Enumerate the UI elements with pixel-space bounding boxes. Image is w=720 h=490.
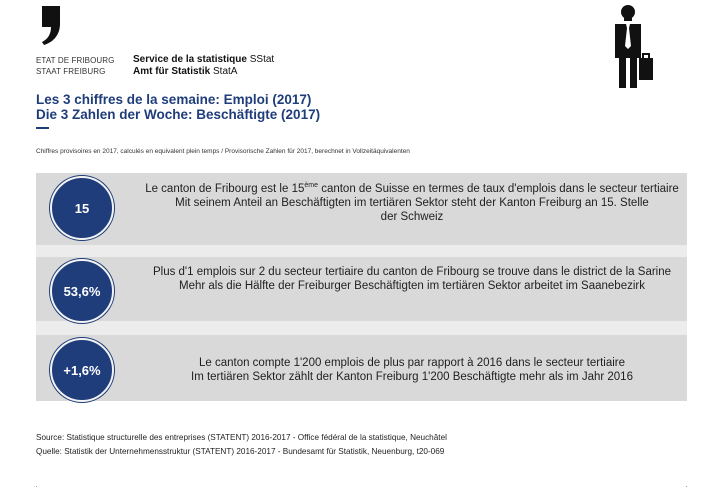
fact-value-badge: +1,6% bbox=[50, 338, 114, 402]
source-note bbox=[36, 431, 447, 459]
fact-text bbox=[137, 356, 687, 384]
org-line-de: STAAT FREIBURG bbox=[36, 67, 106, 76]
fact-text-fr bbox=[137, 179, 687, 196]
service-de-abbr: StatA bbox=[213, 65, 238, 77]
band-separator-1 bbox=[36, 245, 687, 257]
fact-text-de: Mehr als die Hälfte der Freiburger Beschäftigten im tertiären Sektor arbeitet im Saanebezirk bbox=[179, 280, 645, 292]
band-separator-2 bbox=[36, 321, 687, 335]
fact-value-badge: 15 bbox=[50, 176, 114, 240]
org-line-fr: ETAT DE FRIBOURG bbox=[36, 56, 115, 65]
comma-logo-icon bbox=[36, 2, 70, 46]
data-note: Chiffres provisoires en 2017, calculés en equivalent plein temps / Provisorische Zahlen für 2017, berechnet in Vollzeitäquivalenten bbox=[36, 148, 410, 155]
service-fr-abbr: SStat bbox=[249, 54, 275, 65]
fact-text-fr: Le canton compte 1'200 emplois de plus par rapport à 2016 dans le secteur tertiaire bbox=[198, 357, 626, 369]
fact-value-badge: 53,6% bbox=[50, 259, 114, 323]
fact-fr-part: Le canton de Fribourg est le 15 bbox=[145, 182, 305, 195]
service-fr-name: Service de la statistique bbox=[133, 54, 247, 65]
service-name bbox=[133, 54, 274, 77]
corner-mark bbox=[36, 486, 37, 487]
title-de: Die 3 Zahlen der Woche: Beschäftigte (2017) bbox=[36, 107, 321, 122]
fact-text-fr: Plus d'1 emplois sur 2 du secteur tertiaire du canton de Fribourg se trouve dans le district de la Sarine bbox=[152, 266, 672, 278]
source-fr: Source: Statistique structurelle des entreprises (STATENT) 2016-2017 - Office fédéral de la statistique, Neuchâtel bbox=[36, 433, 447, 442]
corner-mark bbox=[686, 486, 687, 487]
fact-text-de: Mit seinem Anteil an Beschäftigten im tertiären Sektor steht der Kanton Freiburg an 15. Stelle der Schweiz bbox=[175, 196, 649, 223]
service-de-name: Amt für Statistik bbox=[133, 65, 211, 77]
fact-fr-superscript: ème bbox=[304, 182, 318, 189]
fact-text-de: Im tertiären Sektor zählt der Kanton Freiburg 1'200 Beschäftigte mehr als im Jahr 2016 bbox=[191, 371, 633, 383]
fact-fr-part: canton de Suisse en termes de taux d'emplois dans le secteur tertiaire bbox=[318, 182, 679, 195]
page-title bbox=[36, 92, 320, 122]
source-de: Quelle: Statistik der Unternehmensstruktur (STATENT) 2016-2017 - Bundesamt für Statistik, Neuenburg, t20-069 bbox=[36, 447, 445, 456]
businessman-icon bbox=[612, 4, 656, 90]
title-fr: Les 3 chiffres de la semaine: Emploi (2017) bbox=[36, 92, 312, 107]
organization-name bbox=[36, 55, 115, 77]
fact-text bbox=[137, 265, 687, 293]
title-underline bbox=[36, 127, 49, 129]
fact-text bbox=[137, 179, 687, 224]
